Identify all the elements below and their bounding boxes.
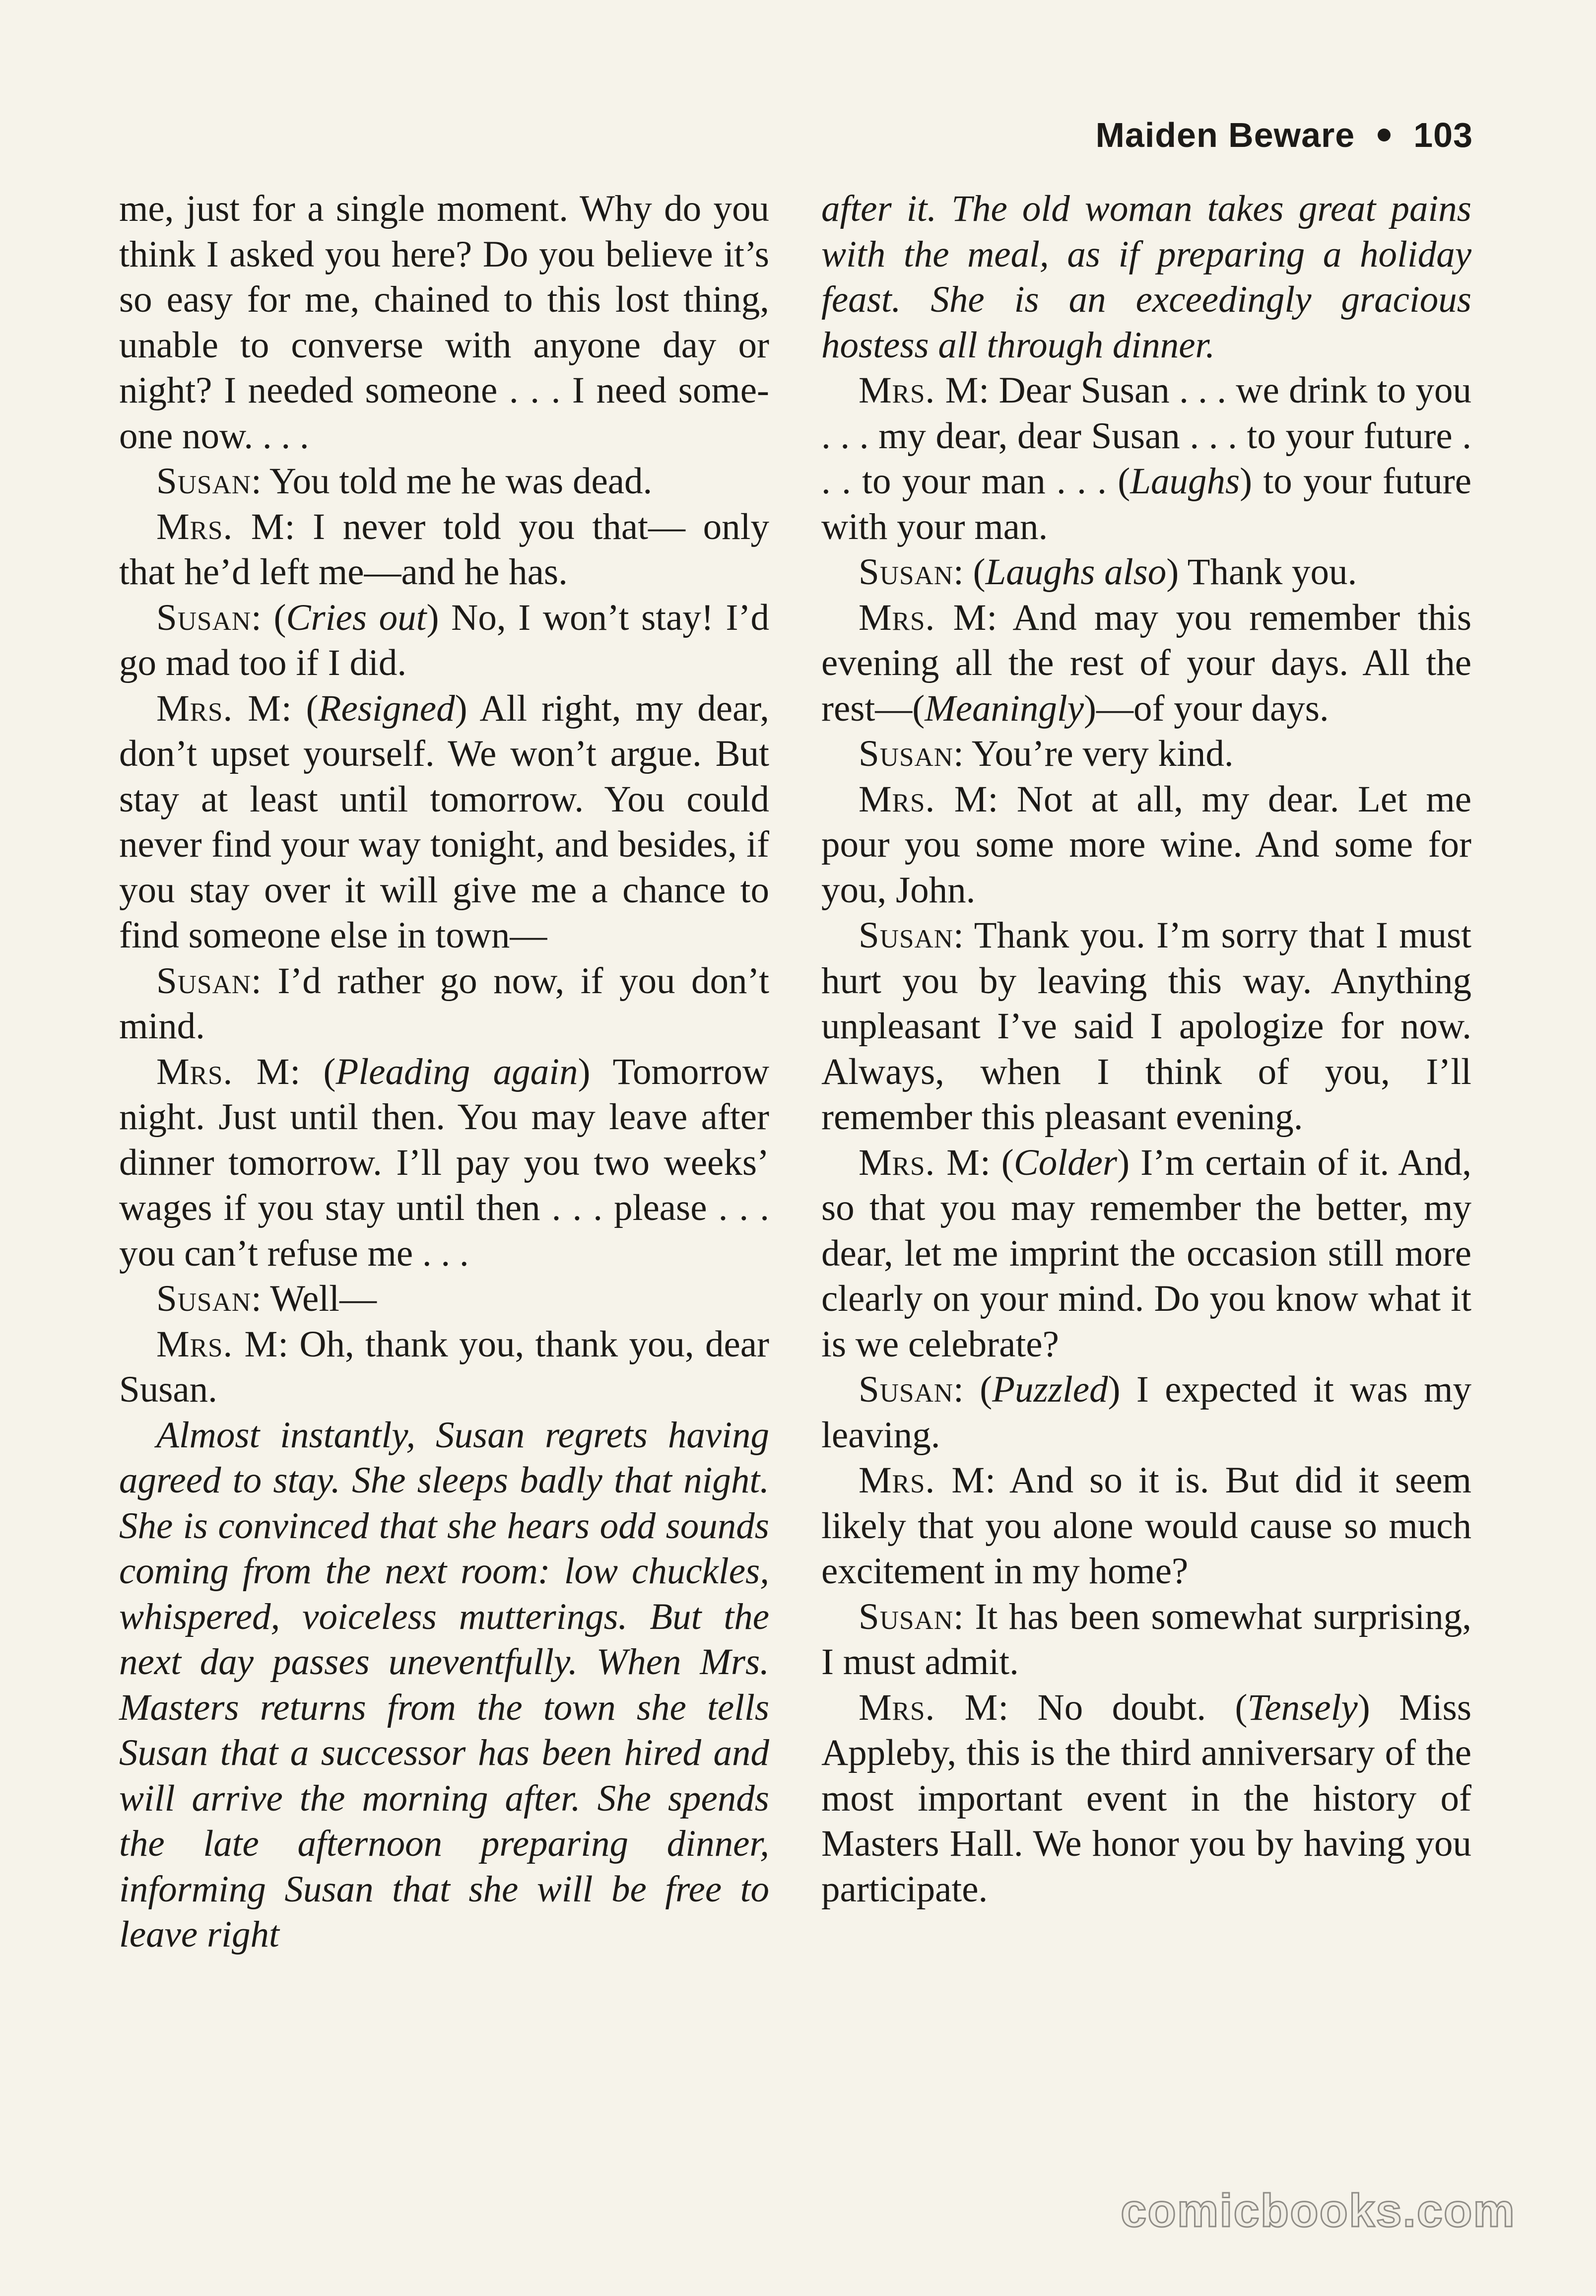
speaker-name: Susan [859, 915, 954, 956]
speaker-name: Mrs. M [859, 370, 979, 411]
speaker-name: Mrs. M [859, 1142, 980, 1183]
speaker-name: Susan [156, 1278, 252, 1319]
dialogue-line: Susan: Well— [156, 1278, 377, 1319]
dialogue-line: Mrs. M: And so it is. But did it seem likely that you alone would cause so much excitement in my home? [821, 1460, 1472, 1592]
dialogue-line: Mrs. M: And may you remember this evening all the rest of your days. All the rest—(Meaningly)—of your days. [821, 597, 1472, 729]
dialogue-line: Susan: You’re very kind. [859, 733, 1234, 774]
speaker-name: Susan [156, 960, 252, 1002]
speaker-name: Susan [859, 1369, 954, 1410]
left-column [119, 186, 769, 2147]
speaker-name: Mrs. M [156, 1051, 290, 1092]
stage-direction-inline: Puzzled [992, 1369, 1108, 1410]
dialogue-line: Mrs. M: Not at all, my dear. Let me pour you some more wine. And some for you, John. [821, 778, 1472, 911]
stage-direction-inline: Laughs also [985, 551, 1167, 593]
watermark: comicbooks.com [1121, 2184, 1516, 2236]
dialogue-line: Susan: I’d rather go now, if you don’t mind. [119, 960, 769, 1047]
running-header [1096, 115, 1473, 155]
dialogue-line: Susan: Thank you. I’m sorry that I must hurt you by leaving this way. Anything unpleasant I’ve said I apologize for now. Always, when I think of you, I’ll remember this pleasant evening. [821, 915, 1471, 1138]
inline-stage-direction: Tensely [1247, 1687, 1358, 1728]
speaker-name: Mrs. M [156, 687, 281, 729]
dialogue-line: Mrs. M: I never told you that— only that he’d left me—and he has. [119, 506, 769, 593]
speaker-name: Mrs. M [859, 778, 988, 820]
dialogue-line: Susan: (Laughs also) Thank you. [859, 551, 1357, 593]
page-number: 103 [1413, 116, 1473, 154]
bullet-separator [1378, 129, 1391, 141]
stage-direction-inline: Resigned [318, 687, 455, 729]
stage-direction: after it. The old woman takes great pains with the meal, as if preparing a holiday feast. She is an exceedingly gracious hostess all through dinner. [821, 188, 1471, 366]
stage-direction-inline: Pleading again [335, 1051, 578, 1092]
speaker-name: Mrs. M [859, 597, 987, 638]
right-column [821, 186, 1471, 2147]
speaker-name: Susan [859, 733, 954, 774]
stage-direction-inline: Colder [1013, 1142, 1118, 1183]
speaker-name: Susan [859, 1596, 954, 1637]
dialogue-line: Susan: (Cries out) No, I won’t stay! I’d go mad too if I did. [119, 597, 770, 683]
dialogue-line: Susan: It has been somewhat surprising, I must admit. [821, 1596, 1471, 1683]
speaker-name: Mrs. M [859, 1460, 986, 1501]
dialogue-line: Susan: You told me he was dead. [156, 461, 653, 502]
speaker-name: Mrs. M [156, 506, 285, 547]
dialogue-line: Mrs. M: (Pleading again) Tomorrow night. Just until then. You may leave after dinner tomorrow. I’ll pay you two weeks’ wages if you stay until then . . . please . . . you can’t refuse me . . . [119, 1051, 769, 1274]
stage-direction-inline: Cries out [286, 597, 427, 638]
running-title: Maiden Beware [1095, 116, 1355, 154]
speaker-name: Mrs. M [156, 1323, 278, 1365]
stage-direction: Almost instantly, Susan regrets having agreed to stay. She sleeps badly that night. She is convinced that she hears odd sounds coming from the next room: low chuckles, whispered, voiceless mutterings. But the next day passes uneventfully. When Mrs. Masters returns from the town she tells Susan that a successor has been hired and will arrive the morning after. She spends the late afternoon preparing dinner, informing Susan that she will be free to leave right [119, 1414, 769, 1955]
dialogue-line: Mrs. M: Oh, thank you, thank you, dear Susan. [119, 1323, 769, 1410]
paragraph-continuation: me, just for a single moment. Why do you think I asked you here? Do you believe it’s so easy for me, chained to this lost thing, unable to converse with anyone day or night? I needed someone . . . I need someone now. . . . [119, 188, 769, 457]
speaker-name: Susan [859, 551, 954, 593]
speaker-name: Susan [156, 597, 252, 638]
inline-stage-direction: Laughs [1130, 461, 1240, 502]
dialogue-line: Mrs. M: (Colder) I’m certain of it. And, so that you may remember the better, my dear, let me imprint the occasion still more clearly on your mind. Do you know what it is we celebrate? [821, 1142, 1471, 1365]
dialogue-line: Susan: (Puzzled) I expected it was my leaving. [821, 1369, 1472, 1456]
dialogue-line: Mrs. M: (Resigned) All right, my dear, don’t upset yourself. We won’t argue. But stay at least until tomorrow. You could never find your way tonight, and besides, if you stay over it will give me a chance to find someone else in town— [119, 687, 770, 956]
text-columns [119, 186, 1471, 2147]
dialogue-line: Mrs. M: No doubt. (Tensely) Miss Appleby, this is the third anniversary of the most important event in the history of Masters Hall. We honor you by having you participate. [821, 1687, 1472, 1910]
speaker-name: Mrs. M [859, 1687, 998, 1728]
dialogue-line: Mrs. M: Dear Susan . . . we drink to you . . . my dear, dear Susan . . . to your future . . . to your man . . . (Laughs) to your future with your man. [821, 370, 1471, 547]
speaker-name: Susan [156, 461, 252, 502]
inline-stage-direction: Meaningly [925, 687, 1084, 729]
